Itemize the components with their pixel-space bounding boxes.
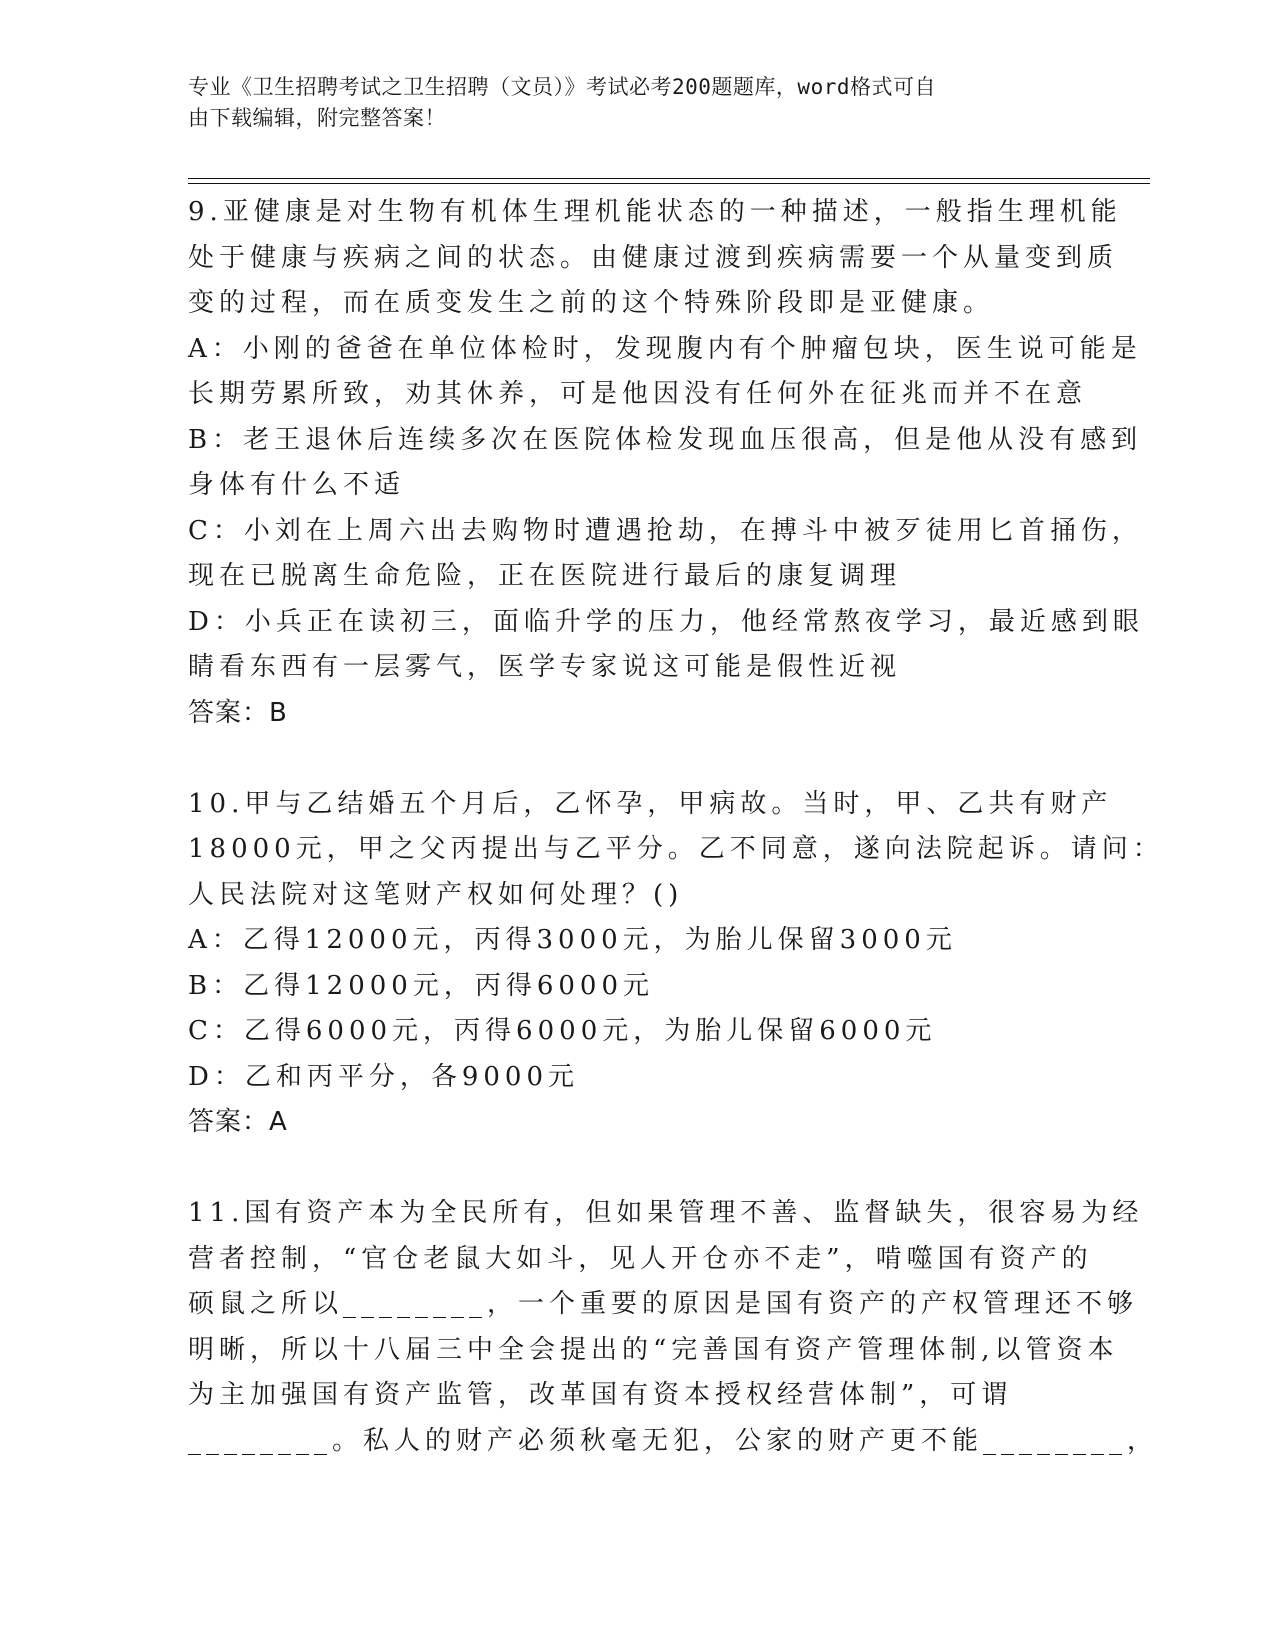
option-a-line: A：乙得12000元，丙得3000元，为胎儿保留3000元: [188, 925, 957, 955]
question-spacer: [188, 736, 1088, 782]
question-text-line: 9.亚健康是对生物有机体生理机能状态的一种描述，一般指生理机能: [188, 197, 1122, 227]
question-spacer: [188, 1146, 1088, 1192]
option-d-line: 睛看东西有一层雾气，医学专家说这可能是假性近视: [188, 652, 902, 682]
option-c-line: C：乙得6000元，丙得6000元，为胎儿保留6000元: [188, 1016, 937, 1046]
option-a-line: 长期劳累所致，劝其休养，可是他因没有任何外在征兆而并不在意: [188, 379, 1088, 409]
question-text-line: 处于健康与疾病之间的状态。由健康过渡到疾病需要一个从量变到质: [188, 242, 1119, 273]
option-b-line: B：老王退休后连续多次在医院体检发现血压很高，但是他从没有感到: [188, 424, 1143, 455]
document-title-line-2: 由下载编辑，附完整答案！: [188, 106, 446, 130]
option-c-line: C：小刘在上周六出去购物时遭遇抢劫，在搏斗中被歹徒用匕首捅伤，: [188, 515, 1143, 546]
question-11: [188, 1191, 1159, 1464]
question-text-line: 硕鼠之所以________，一个重要的原因是国有资产的产权管理还不够: [188, 1289, 1139, 1319]
document-title-line-1: 专业《卫生招聘考试之卫生招聘（文员）》考试必考200题题库，word格式可自: [188, 75, 936, 99]
question-text-line: 人民法院对这笔财产权如何处理？(): [188, 879, 684, 910]
option-d-line: D：乙和丙平分，各9000元: [188, 1061, 580, 1092]
option-c-line: 现在已脱离生命危险，正在医院进行最后的康复调理: [188, 561, 902, 591]
option-d-line: D：小兵正在读初三，面临升学的压力，他经常熬夜学习，最近感到眼: [188, 606, 1144, 637]
answer-label: 答案：A: [188, 1107, 288, 1137]
header-divider-top: [188, 178, 1150, 179]
question-text-line: ________。私人的财产必须秋毫无犯，公家的财产更不能________，: [188, 1425, 1159, 1456]
question-text-line: 18000元，甲之父丙提出与乙平分。乙不同意，遂向法院起诉。请问：: [188, 834, 1164, 864]
question-text-line: 明晰，所以十八届三中全会提出的“完善国有资产管理体制,以管资本: [188, 1334, 1119, 1365]
question-text-line: 11.国有资产本为全民所有，但如果管理不善、监督缺失，很容易为经: [188, 1198, 1144, 1228]
option-a-line: A：小刚的爸爸在单位体检时，发现腹内有个肿瘤包块，医生说可能是: [188, 333, 1142, 364]
page-header: [188, 72, 1088, 134]
question-text-line: 为主加强国有资产监管，改革国有资本授权经营体制”，可谓: [188, 1380, 1013, 1410]
option-b-line: 身体有什么不适: [188, 470, 406, 500]
question-text-line: 变的过程，而在质变发生之前的这个特殊阶段即是亚健康。: [188, 288, 995, 318]
option-b-line: B：乙得12000元，丙得6000元: [188, 970, 654, 1001]
question-text-line: 10.甲与乙结婚五个月后，乙怀孕，甲病故。当时，甲、乙共有财产: [188, 788, 1113, 819]
question-10: [188, 782, 1164, 1146]
document-body: [188, 190, 1164, 1464]
answer-label: 答案：B: [188, 697, 288, 728]
question-text-line: 营者控制，“官仓老鼠大如斗，见人开仓亦不走”，啃噬国有资产的: [188, 1243, 1093, 1274]
header-divider-bottom: [188, 183, 1150, 184]
question-9: [188, 190, 1144, 736]
